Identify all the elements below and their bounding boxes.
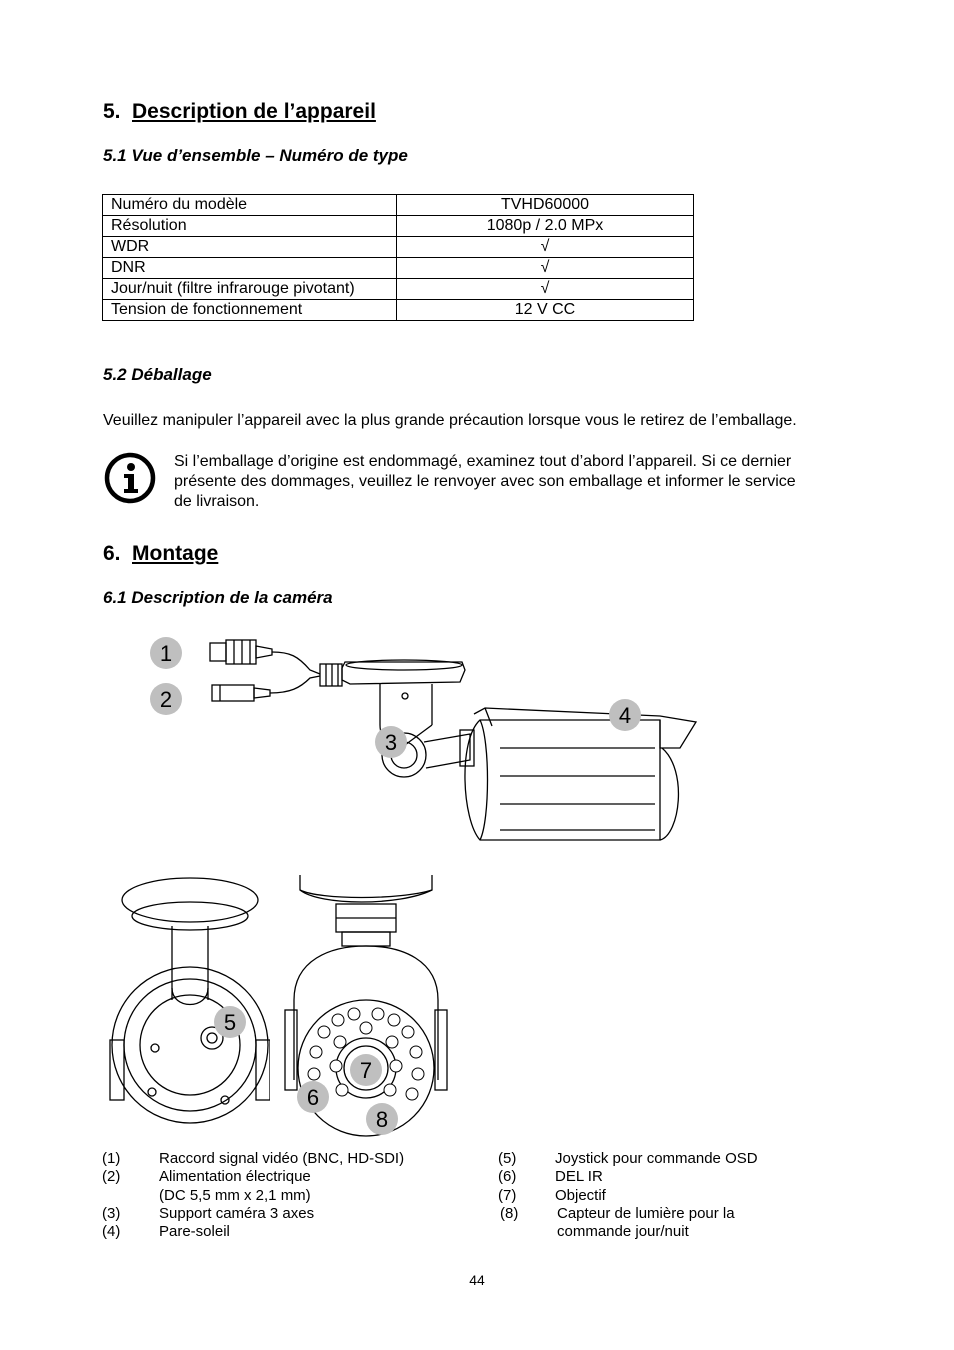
info-note-line: de livraison. bbox=[174, 493, 260, 510]
table-row bbox=[103, 195, 694, 216]
legend-description: Raccord signal vidéo (BNC, HD-SDI) bbox=[159, 1150, 405, 1167]
section-number: 5. bbox=[103, 100, 121, 123]
legend-description: Joystick pour commande OSD bbox=[555, 1150, 758, 1167]
legend-description: (DC 5,5 mm x 2,1 mm) bbox=[159, 1186, 311, 1204]
section-number: 6. bbox=[103, 542, 121, 565]
info-note bbox=[174, 452, 796, 512]
legend-description: Support caméra 3 axes bbox=[159, 1204, 315, 1222]
legend-number: (7) bbox=[498, 1186, 517, 1204]
legend-left bbox=[102, 1150, 482, 1241]
subsection-5-2-heading: 5.2 Déballage bbox=[103, 365, 212, 384]
spec-value: 12 V CC bbox=[397, 300, 694, 321]
spec-value: 1080p / 2.0 MPx bbox=[397, 216, 694, 237]
list-item bbox=[498, 1205, 828, 1223]
callout-7: 7 bbox=[359, 1058, 373, 1083]
legend-number: (2) bbox=[102, 1168, 121, 1186]
table-row bbox=[103, 258, 694, 279]
legend-description: Alimentation électrique bbox=[159, 1168, 311, 1186]
legend-description: commande jour/nuit bbox=[557, 1223, 689, 1241]
camera-side-view-illustration bbox=[140, 630, 710, 860]
list-item bbox=[102, 1168, 482, 1186]
legend-description: Objectif bbox=[555, 1186, 606, 1204]
spec-value: √ bbox=[397, 279, 694, 300]
spec-label: Jour/nuit (filtre infrarouge pivotant) bbox=[103, 279, 397, 300]
list-item bbox=[498, 1223, 828, 1241]
list-item bbox=[498, 1187, 828, 1205]
spec-label: Tension de fonctionnement bbox=[103, 300, 397, 321]
subsection-5-1-heading: 5.1 Vue d’ensemble – Numéro de type bbox=[103, 146, 408, 165]
info-note-line: Si l’emballage d’origine est endommagé, examinez tout d’abord l’appareil. Si ce dernier bbox=[174, 453, 792, 470]
callout-3: 3 bbox=[384, 730, 398, 755]
spec-label: Résolution bbox=[103, 216, 397, 237]
camera-front-view-illustration bbox=[280, 870, 460, 1140]
camera-bottom-view-illustration bbox=[100, 870, 270, 1140]
table-row bbox=[103, 216, 694, 237]
page-number: 44 bbox=[469, 1272, 485, 1288]
legend-number: (1) bbox=[102, 1150, 121, 1167]
table-row bbox=[103, 237, 694, 258]
section-title: Montage bbox=[132, 542, 219, 565]
unpack-paragraph: Veuillez manipuler l’appareil avec la plus grande précaution lorsque vous le retirez de l’emballage. bbox=[103, 412, 797, 429]
list-item bbox=[498, 1168, 828, 1186]
table-row bbox=[103, 300, 694, 321]
spec-label: DNR bbox=[103, 258, 397, 279]
list-item bbox=[102, 1150, 482, 1168]
model-spec-table bbox=[102, 194, 694, 321]
section-6-heading bbox=[103, 542, 218, 566]
callout-6: 6 bbox=[306, 1085, 320, 1110]
spec-value: √ bbox=[397, 258, 694, 279]
list-item bbox=[102, 1223, 482, 1241]
subsection-6-1-heading: 6.1 Description de la caméra bbox=[103, 588, 333, 607]
section-title: Description de l’appareil bbox=[132, 100, 376, 123]
callout-1: 1 bbox=[159, 641, 173, 666]
list-item bbox=[102, 1187, 482, 1205]
info-note-line: présente des dommages, veuillez le renvoyer avec son emballage et informer le service bbox=[174, 473, 796, 490]
spec-value: TVHD60000 bbox=[397, 195, 694, 216]
spec-label: Numéro du modèle bbox=[103, 195, 397, 216]
callout-8: 8 bbox=[375, 1107, 389, 1132]
spec-label: WDR bbox=[103, 237, 397, 258]
legend-description: Pare-soleil bbox=[159, 1223, 230, 1241]
legend-number: (5) bbox=[498, 1150, 517, 1167]
legend-description: Capteur de lumière pour la bbox=[557, 1204, 735, 1222]
list-item bbox=[498, 1150, 828, 1168]
legend-number: (8) bbox=[500, 1204, 519, 1222]
spec-value: √ bbox=[397, 237, 694, 258]
callout-2: 2 bbox=[159, 687, 173, 712]
list-item bbox=[102, 1205, 482, 1223]
legend-right bbox=[498, 1150, 828, 1241]
info-icon bbox=[104, 452, 156, 504]
legend-number: (6) bbox=[498, 1168, 517, 1186]
table-row bbox=[103, 279, 694, 300]
callout-5: 5 bbox=[223, 1010, 237, 1035]
legend-number: (3) bbox=[102, 1204, 121, 1222]
legend-number: (4) bbox=[102, 1223, 121, 1241]
callout-4: 4 bbox=[618, 703, 632, 728]
legend-description: DEL IR bbox=[555, 1168, 603, 1186]
section-5-heading bbox=[103, 100, 376, 124]
